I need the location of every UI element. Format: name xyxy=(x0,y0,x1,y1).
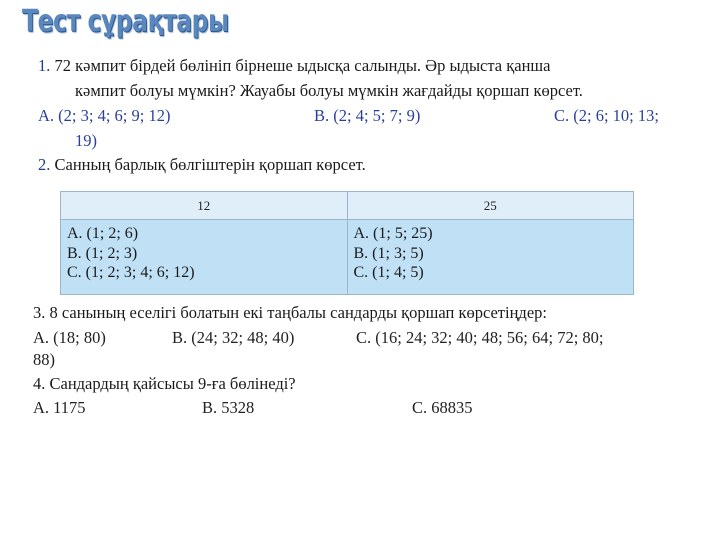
question-3-option-a[interactable]: A. (18; 80) xyxy=(33,328,106,347)
option-12-c[interactable]: C. (1; 2; 3; 4; 6; 12) xyxy=(67,264,195,281)
question-2-number: 2. xyxy=(38,155,51,174)
table-header-row xyxy=(61,192,634,220)
question-3-option-b[interactable]: B. (24; 32; 48; 40) xyxy=(172,328,295,347)
question-1-line-1 xyxy=(38,56,550,76)
option-25-a[interactable]: A. (1; 5; 25) xyxy=(353,225,433,242)
table-header-12: 12 xyxy=(61,192,348,220)
option-25-c[interactable]: C. (1; 4; 5) xyxy=(353,264,424,281)
option-25-b[interactable]: B. (1; 3; 5) xyxy=(353,244,424,262)
question-3-option-c[interactable]: C. (16; 24; 32; 40; 48; 56; 64; 72; 80; xyxy=(356,328,604,347)
question-1-option-c[interactable]: C. (2; 6; 10; 13; xyxy=(554,106,659,125)
table-row xyxy=(61,220,634,295)
page-title: Тест сұрақтары xyxy=(22,4,229,39)
table-cell-12 xyxy=(61,220,348,295)
question-1-option-c-cont: 19) xyxy=(75,131,97,150)
question-3-option-c-cont: 88) xyxy=(33,350,55,369)
option-12-b[interactable]: B. (1; 2; 3) xyxy=(67,244,138,262)
question-4-option-c[interactable]: C. 68835 xyxy=(412,398,473,417)
table-header-25: 25 xyxy=(347,192,634,220)
question-1-option-a[interactable]: A. (2; 3; 4; 6; 9; 12) xyxy=(38,106,171,125)
question-1-text-2: кәмпит болуы мүмкін? Жауабы болуы мүмкін жағдайды қоршап көрсет. xyxy=(75,81,583,100)
question-4-text: 4. Сандардың қайсысы 9-ға бөлінеді? xyxy=(33,374,296,393)
option-12-a[interactable]: A. (1; 2; 6) xyxy=(67,225,139,242)
question-2-line xyxy=(38,155,366,175)
question-2-text: Санның барлық бөлгіштерін қоршап көрсет. xyxy=(54,155,366,174)
table-cell-25 xyxy=(347,220,634,295)
question-1-option-b[interactable]: B. (2; 4; 5; 7; 9) xyxy=(314,106,421,125)
question-4-option-b[interactable]: B. 5328 xyxy=(202,398,255,417)
question-3-text: 3. 8 санының еселігі болатын екі таңбалы сандарды қоршап көрсетіңдер: xyxy=(33,303,547,322)
question-1-text-1: 72 кәмпит бірдей бөлініп бірнеше ыдысқа салынды. Әр ыдыста қанша xyxy=(54,56,551,75)
question-1-number: 1. xyxy=(38,56,51,75)
question-4-option-a[interactable]: A. 1175 xyxy=(33,398,86,417)
divisors-table xyxy=(60,191,634,295)
